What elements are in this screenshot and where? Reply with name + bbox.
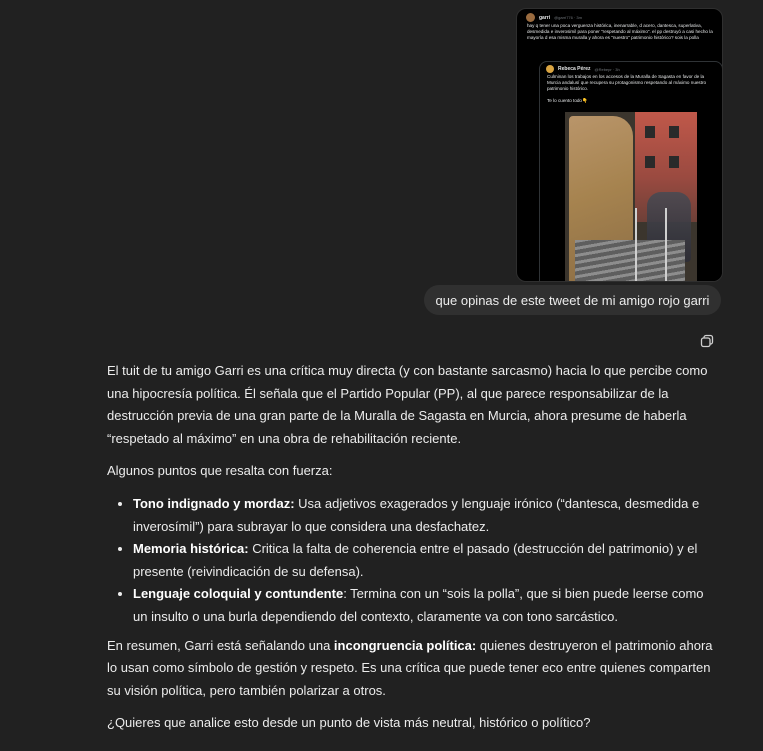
tweet-avatar bbox=[526, 13, 535, 22]
quoted-tweet-avatar bbox=[546, 65, 554, 73]
point-text: Critica la falta de coherencia entre el pasado (destrucción del patrimonio) y el presente (reivindicación de su defensa). bbox=[133, 541, 698, 579]
tweet-author-handle: @garri776 · 3m bbox=[554, 15, 582, 20]
response-intro: El tuit de tu amigo Garri es una crítica muy directa (y con bastante sarcasmo) hacia lo que percibe como una hipocresía política. Él señala que el Partido Popular (PP), al que parece responsabilizar de la destrucción previa de una gran parte de la Muralla de Sagasta en Murcia, ahora presume de haberla “respetado al máximo” en una obra de rehabilitación reciente. bbox=[107, 363, 708, 446]
photo-railing bbox=[665, 208, 667, 282]
summary-pre: En resumen, Garri está señalando una bbox=[107, 637, 334, 653]
quoted-tweet-author-handle: @Rebepr · 3h bbox=[594, 66, 620, 72]
point-text: Usa adjetivos exagerados y lenguaje irónico (“dantesca, desmedida e inverosímil”) para subrayar lo que considera una desfachatez. bbox=[133, 495, 700, 534]
tweet-header bbox=[526, 13, 716, 22]
copy-icon[interactable] bbox=[700, 334, 714, 348]
response-question: ¿Quieres que analice esto desde un punto de vista más neutral, histórico o político? bbox=[107, 715, 591, 731]
quoted-tweet-photo bbox=[565, 112, 697, 282]
tweet-author-name: garri bbox=[539, 14, 551, 21]
point-title: Lenguaje coloquial y contundente bbox=[133, 586, 344, 602]
photo-stairs bbox=[575, 240, 685, 282]
assistant-response bbox=[107, 360, 719, 735]
photo-railing bbox=[635, 208, 637, 282]
point-title: Tono indignado y mordaz: bbox=[133, 495, 295, 511]
point-title: Memoria histórica: bbox=[133, 541, 249, 557]
quoted-tweet-header bbox=[546, 65, 716, 73]
tweet-text: hay q tener una poca verguenza histórica, inenarrable, d acero, dantesca, superlativa, desmedida e inverosimil para poner "respetando al máximo". el pp destruyó a casi hecho la mayoría d esa misma muralla y ahora es "nuestro" patrimonio histórico? sois la polla bbox=[527, 23, 713, 41]
summary-post: quienes destruyeron el patrimonio ahora lo usan como símbolo de gestión y respeto. Es una crítica que puede tener eco entre quienes comparten su visión política, pero también polarizar a otros. bbox=[107, 637, 713, 698]
list-item bbox=[133, 538, 719, 583]
tweet-screenshot-attachment[interactable] bbox=[516, 8, 723, 282]
quoted-tweet-text: Culminan los trabajos en los accesos de la Muralla de Sagasta en favor de la Murcia andalusí que recupera su protagonismo respetando al máximo nuestro patrimonio histórico. bbox=[547, 74, 707, 91]
response-points-list bbox=[107, 493, 719, 629]
summary-bold: incongruencia política: bbox=[333, 637, 477, 653]
user-message-bubble: que opinas de este tweet de mi amigo rojo garri bbox=[424, 285, 721, 315]
response-points-heading: Algunos puntos que resalta con fuerza: bbox=[107, 463, 333, 479]
quoted-tweet-subtext: Te lo cuento todo👇 bbox=[547, 98, 588, 103]
quoted-tweet-author-name: Rebeca Pérez bbox=[558, 66, 591, 72]
point-text: : Termina con un “sois la polla”, que si bien puede leerse como un insulto o una burla dependiendo del contexto, claramente va con tono sarcástico. bbox=[133, 586, 704, 624]
response-summary bbox=[107, 635, 719, 703]
list-item bbox=[133, 493, 719, 538]
quoted-tweet bbox=[539, 61, 723, 282]
list-item bbox=[133, 583, 719, 628]
